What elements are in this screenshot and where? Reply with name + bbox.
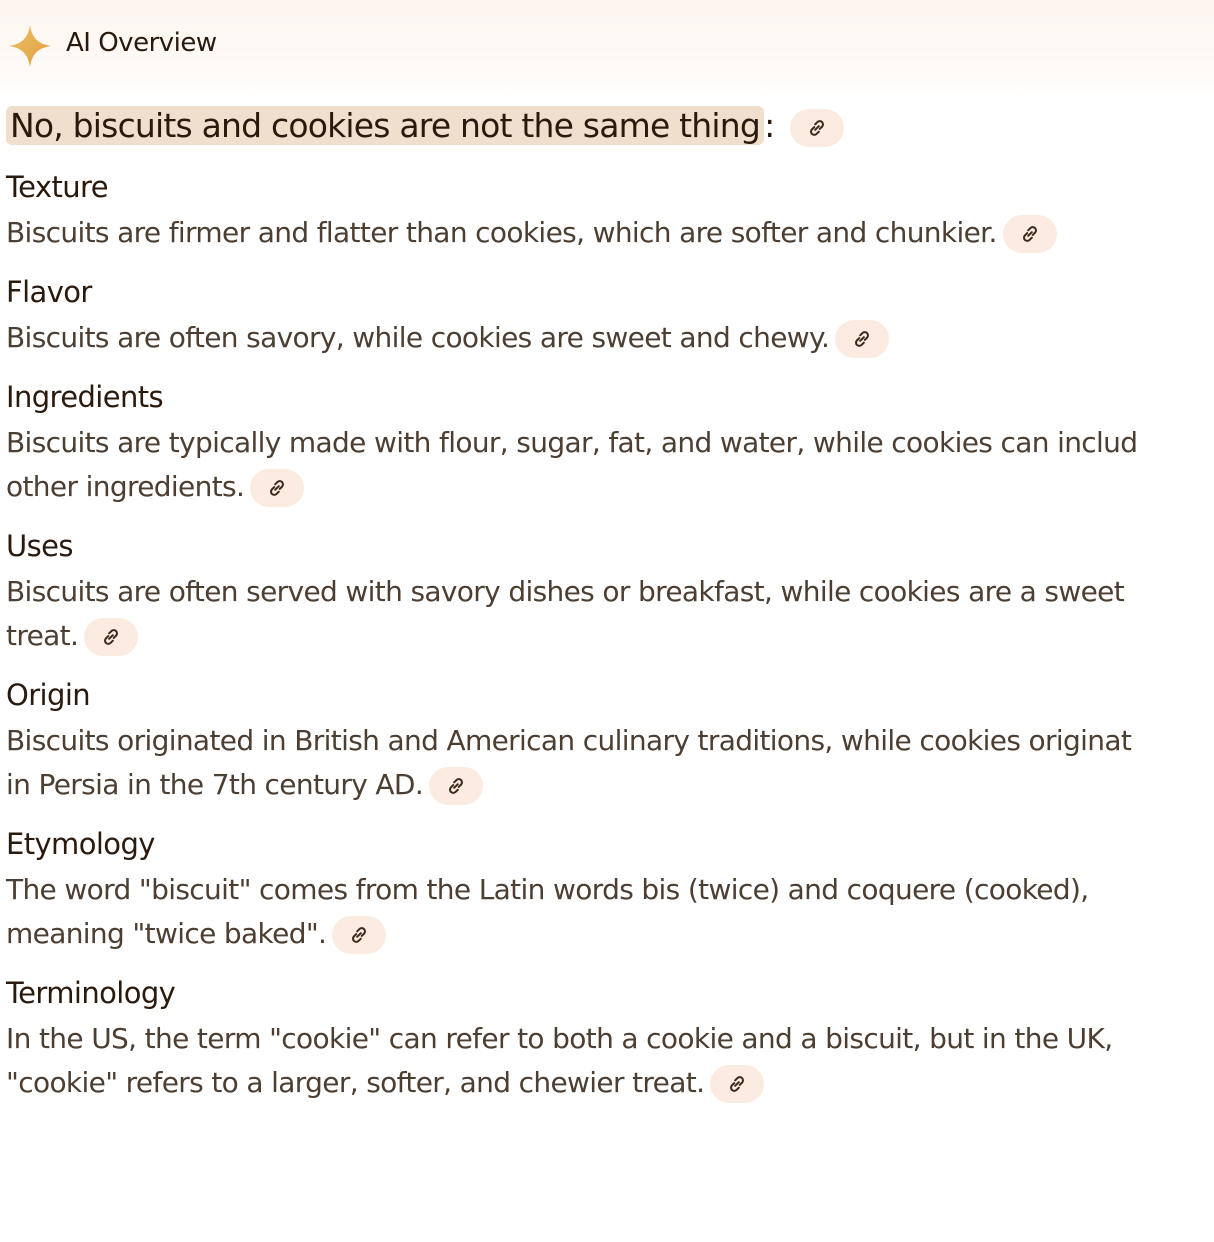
section-terminology	[6, 973, 1214, 1105]
section-title: Ingredients	[6, 380, 164, 414]
sparkle-icon	[8, 24, 52, 68]
source-link-button[interactable]	[84, 618, 138, 656]
section-body	[6, 211, 1214, 255]
link-icon	[445, 775, 467, 797]
section-title: Uses	[6, 529, 73, 563]
overview-content	[6, 102, 1214, 1105]
source-link-button[interactable]	[790, 109, 844, 147]
sections-list	[6, 167, 1214, 1105]
headline	[6, 102, 1214, 150]
section-body-line: in Persia in the 7th century AD.	[6, 768, 424, 801]
link-icon	[851, 328, 873, 350]
section-body-line: Biscuits are often served with savory dishes or breakfast, while cookies are a sweet	[6, 575, 1125, 608]
section-body-line: other ingredients.	[6, 470, 245, 503]
section-body-line: The word "biscuit" comes from the Latin words bis (twice) and coquere (cooked),	[6, 873, 1089, 906]
section-uses	[6, 526, 1214, 658]
link-icon	[1019, 223, 1041, 245]
source-link-button[interactable]	[429, 767, 483, 805]
section-title: Texture	[6, 170, 108, 204]
section-body	[6, 868, 1214, 956]
section-body	[6, 719, 1214, 807]
headline-colon: :	[764, 106, 775, 145]
section-title: Terminology	[6, 976, 176, 1010]
section-body-line: "cookie" refers to a larger, softer, and chewier treat.	[6, 1066, 705, 1099]
section-origin	[6, 675, 1214, 807]
section-body-line: Biscuits are firmer and flatter than cookies, which are softer and chunkier.	[6, 216, 997, 249]
section-body-line: Biscuits originated in British and American culinary traditions, while cookies originat	[6, 724, 1132, 757]
section-flavor	[6, 272, 1214, 360]
link-icon	[266, 477, 288, 499]
link-icon	[726, 1073, 748, 1095]
headline-highlight[interactable]: No, biscuits and cookies are not the same thing	[6, 106, 764, 145]
section-texture	[6, 167, 1214, 255]
link-icon	[100, 626, 122, 648]
section-etymology	[6, 824, 1214, 956]
section-body-line: Biscuits are often savory, while cookies are sweet and chewy.	[6, 321, 830, 354]
section-body-line: meaning "twice baked".	[6, 917, 327, 950]
section-body	[6, 570, 1214, 658]
section-title: Etymology	[6, 827, 155, 861]
link-icon	[348, 924, 370, 946]
source-link-button[interactable]	[1003, 215, 1057, 253]
header-title: AI Overview	[66, 28, 217, 58]
section-title: Origin	[6, 678, 91, 712]
link-icon	[806, 117, 828, 139]
section-body-line: treat.	[6, 619, 79, 652]
section-body-line: In the US, the term "cookie" can refer to both a cookie and a biscuit, but in the UK,	[6, 1022, 1113, 1055]
source-link-button[interactable]	[332, 916, 386, 954]
section-body	[6, 316, 1214, 360]
source-link-button[interactable]	[835, 320, 889, 358]
section-ingredients	[6, 377, 1214, 509]
source-link-button[interactable]	[250, 469, 304, 507]
source-link-button[interactable]	[710, 1065, 764, 1103]
ai-overview-header	[0, 0, 1214, 100]
section-body	[6, 1017, 1214, 1105]
section-body	[6, 421, 1214, 509]
section-title: Flavor	[6, 275, 92, 309]
section-body-line: Biscuits are typically made with flour, sugar, fat, and water, while cookies can includ	[6, 426, 1138, 459]
